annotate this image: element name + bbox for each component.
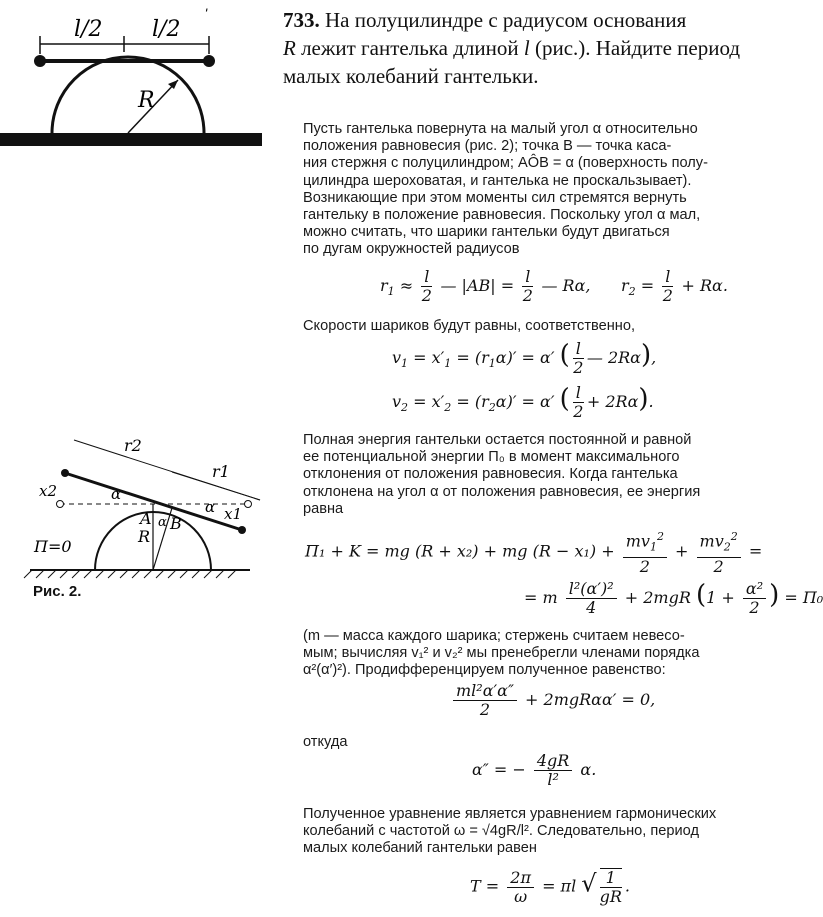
problem-line-1: На полуцилиндре с радиусом основания <box>325 8 687 32</box>
equation-energy: П₁ + K = mg (R + x₂) + mg (R − x₁) + $\frac{mv_1^2}{2}$ + $\frac{mv_2^2}{2}$ = <box>305 530 763 576</box>
label-R-2: R <box>138 527 151 546</box>
label-r2: r2 <box>124 436 142 455</box>
solution-paragraph-1 <box>303 121 789 259</box>
label-potential-zero: П=0 <box>34 537 72 556</box>
figure-2-tilted-dumbbell <box>0 420 300 580</box>
equation-alpha: α″ = − $\frac{4gR}{\text{l²}}$ α. <box>472 751 597 789</box>
var-R: R <box>283 36 296 60</box>
text-line: положения равновесия (рис. 2); точка B — точка каса- <box>303 138 672 155</box>
equation-derivative: $\frac{\text{ml²α′α″}}{2}$ + 2mgRαα′ = 0, <box>450 682 655 719</box>
half-cylinder <box>52 57 204 133</box>
label-half-length-right: l/2 <box>152 17 181 42</box>
solution-paragraph-3 <box>303 432 789 518</box>
text-line: по дугам окружностей радиусов <box>303 241 520 258</box>
label-B: B <box>170 514 182 533</box>
equation-v2: $v_2 = x'_2 = (r_2\alpha)' = \alpha'$ ( $\frac{l}{2}$ + 2Rα). <box>392 383 654 421</box>
equation-radii: $r_1$ ≈ $\frac{l}{2}$ — |AB| = $\frac{l}{2}$ — Rα, $r_2$ = $\frac{l}{2}$ + Rα. <box>380 267 728 305</box>
text-line: можно считать, что шарики гантельки будут двигаться <box>303 224 670 241</box>
text-line: малых колебаний гантельки равен <box>303 840 537 857</box>
label-alpha-left: α <box>111 485 122 503</box>
label-alpha-right: α <box>205 498 216 516</box>
ground <box>0 133 262 146</box>
figure-1-dumbbell <box>0 0 280 150</box>
problem-line-3: малых колебаний гантельки. <box>283 64 539 88</box>
text-line: равна <box>303 500 344 517</box>
text-line: Полная энергия гантельки остается постоянной и равной <box>303 432 692 448</box>
var-l: l <box>523 36 530 60</box>
text-line: (m — масса каждого шарика; стержень считаем невесо- <box>303 628 685 644</box>
text-line: α²(α′)²). Продифференцируем полученное равенство: <box>303 662 666 679</box>
text-line: ния стержня с полуцилиндром; AÔB = α (поверхность полу- <box>303 155 708 172</box>
text-line: Пусть гантелька повернута на малый угол α относительно <box>303 121 698 137</box>
dumbbell-ball-left <box>34 55 46 67</box>
text-line: Полученное уравнение является уравнением гармонических <box>303 806 717 822</box>
text-line: Возникающие при этом моменты сил стремятся вернуть <box>303 189 687 206</box>
problem-statement <box>283 6 811 90</box>
label-A: A <box>140 509 152 528</box>
equation-period: T = $\frac{2\pi}{\omega}$ = πl √ $\frac{1}{gR}$ . <box>470 867 630 906</box>
label-r1: r1 <box>212 462 230 481</box>
problem-line-2: лежит гантелька длиной <box>295 36 524 60</box>
label-x2: x2 <box>39 482 58 500</box>
equation-v1: $v_1 = x'_1 = (r_1\alpha)' = \alpha'$ ( $\frac{l}{2}$ — 2Rα), <box>392 339 657 377</box>
equation-energy-2: = m $\frac{\text{l²(α′)²}}{4}$ + 2mgR (1 + $\frac{\text{α²}}{2}$ ) = П₀ <box>524 579 823 617</box>
text-line: отклонения от положения равновесия. Когда гантелька <box>303 466 678 483</box>
figure-2-caption: Рис. 2. <box>33 583 82 600</box>
label-R: R <box>138 88 155 113</box>
label-half-length-left: l/2 <box>74 17 103 42</box>
text-line: цилиндра шероховатая, и гантелька не проскальзывает). <box>303 172 692 189</box>
text-line: ее потенциальной энергии П₀ в момент максимального <box>303 449 680 466</box>
text-line: мым; вычисляя v₁² и v₂² мы пренебрегли членами порядка <box>303 645 700 662</box>
label-alpha-center: α <box>158 515 167 530</box>
solution-paragraph-6 <box>303 806 789 858</box>
svg-text:ˈ: ˈ <box>205 7 209 21</box>
solution-paragraph-2: Скорости шариков будут равны, соответственно, <box>303 318 636 334</box>
solution-paragraph-4 <box>303 628 789 680</box>
text-line: колебаний с частотой ω = √4gR/l². Следовательно, период <box>303 823 699 840</box>
problem-line-2-end: (рис.). Найдите период <box>529 36 741 60</box>
solution-paragraph-5: откуда <box>303 734 348 750</box>
problem-number: 733. <box>283 8 320 32</box>
dumbbell-ball-right <box>203 55 215 67</box>
text-line: гантельку в положение равновесия. Поскольку угол α мал, <box>303 207 701 224</box>
text-line: отклонена на угол α от положения равновесия, ее энергия <box>303 483 701 500</box>
label-x1: x1 <box>224 505 243 523</box>
